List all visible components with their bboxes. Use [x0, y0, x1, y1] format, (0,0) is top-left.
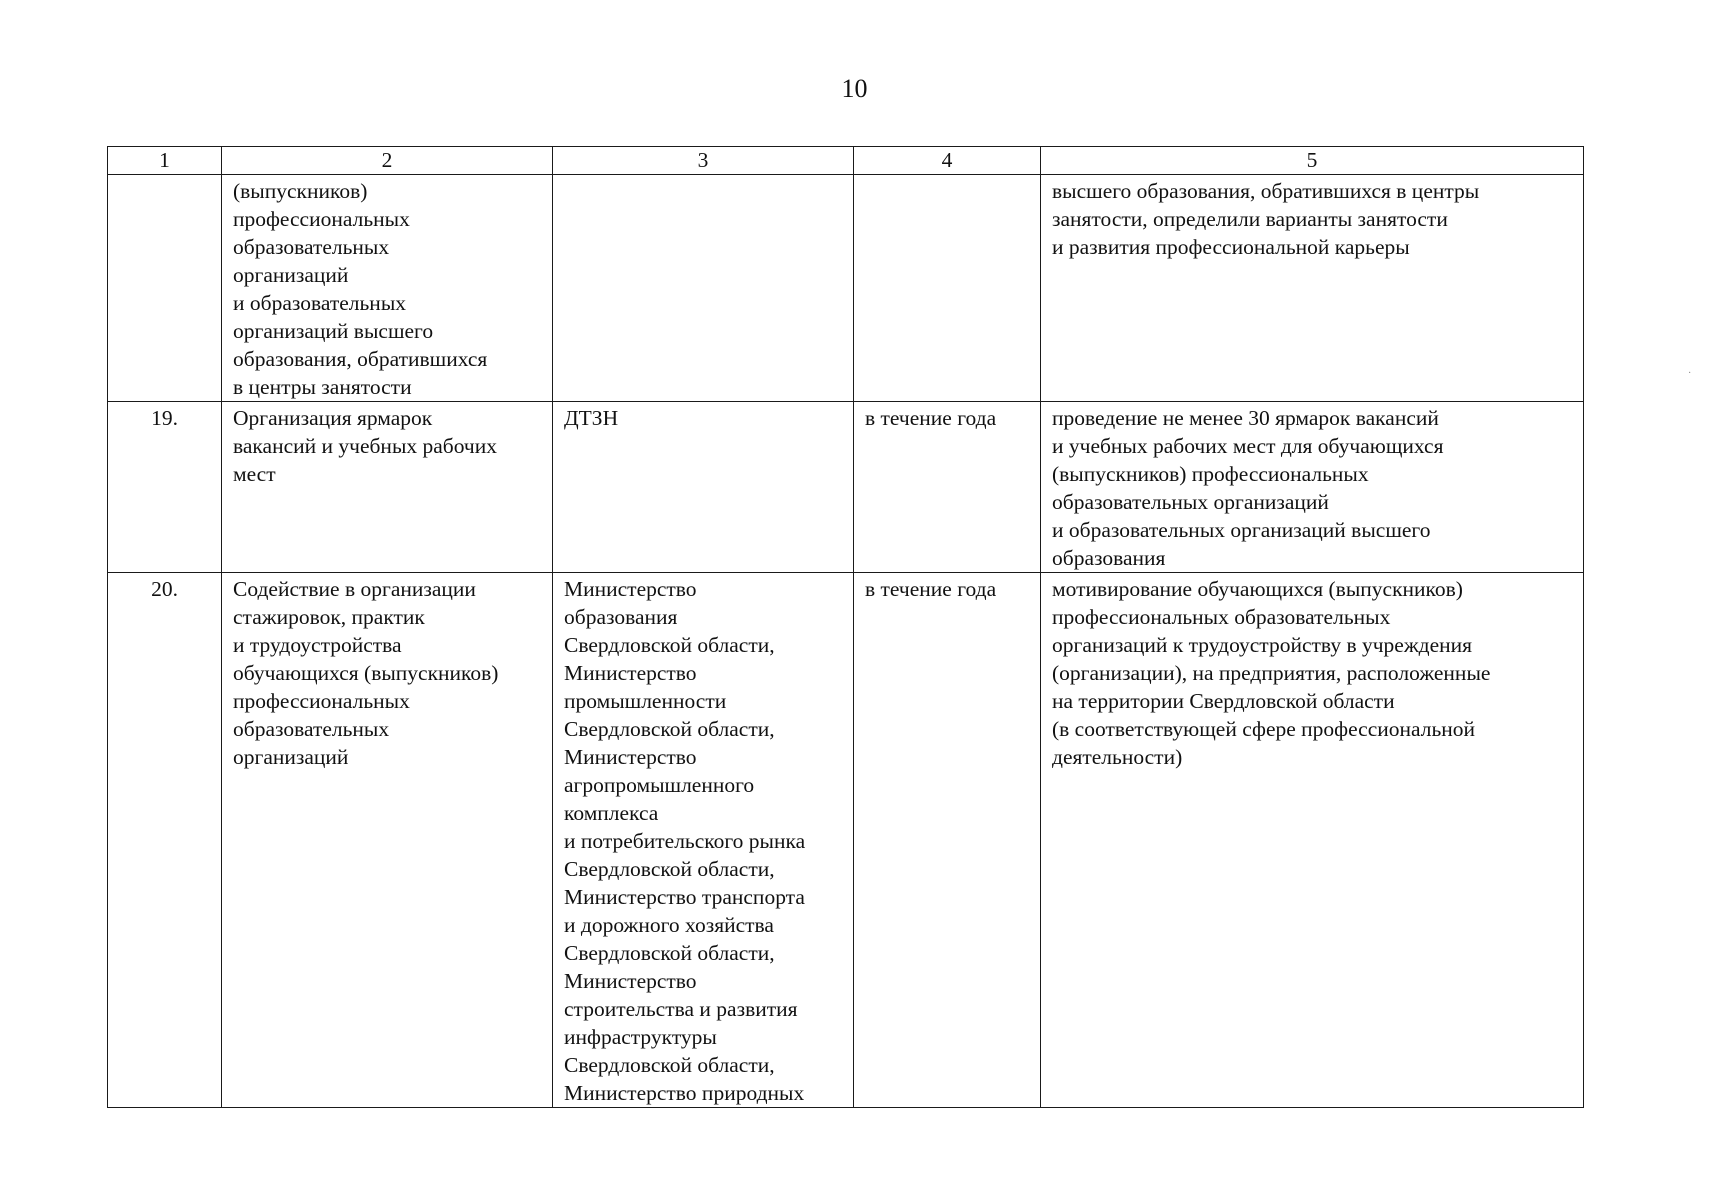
cell-line: организаций высшего [233, 319, 434, 343]
cell-line: проведение не менее 30 ярмарок вакансий [1052, 406, 1439, 430]
cell-line: обучающихся (выпускников) [233, 661, 499, 685]
cell-line: (организации), на предприятия, расположенные [1052, 661, 1491, 685]
cell-line: и трудоустройства [233, 633, 402, 657]
cell-line: Министерство транспорта [564, 885, 805, 909]
cell-line: Министерство природных [564, 1081, 805, 1105]
cell-line: организаций [233, 745, 349, 769]
cell-line: мест [233, 462, 276, 486]
cell-line: (выпускников) профессиональных [1052, 462, 1369, 486]
cell-line: строительства и развития [564, 997, 798, 1021]
cell-line: промышленности [564, 689, 727, 713]
cell-line: организаций [233, 263, 349, 287]
cell-line: и учебных рабочих мест для обучающихся [1052, 434, 1444, 458]
cell-line: образования, обратившихся [233, 347, 488, 371]
result-cell [1041, 402, 1584, 573]
cell-line: ДТЗН [564, 406, 619, 430]
column-number-row [108, 147, 1584, 175]
cell-line: высшего образования, обратившихся в центры [1052, 179, 1480, 203]
cell-line: Свердловской области, [564, 717, 775, 741]
cell-line: и образовательных организаций высшего [1052, 518, 1431, 542]
cell-line: и дорожного хозяйства [564, 913, 774, 937]
period-cell [854, 175, 1041, 402]
row-number-cell: 20. [108, 573, 222, 1108]
cell-line: деятельности) [1052, 745, 1183, 769]
cell-line: Организация ярмарок [233, 406, 433, 430]
cell-line: и развития профессиональной карьеры [1052, 235, 1410, 259]
executor-cell [553, 573, 854, 1108]
cell-line: образования [564, 605, 678, 629]
cell-line: вакансий и учебных рабочих [233, 434, 498, 458]
cell-line: и потребительского рынка [564, 829, 806, 853]
table-row-19 [108, 402, 1584, 573]
cell-line: образовательных организаций [1052, 490, 1329, 514]
event-cell [222, 573, 553, 1108]
row-number-cell [108, 175, 222, 402]
column-number-2: 2 [222, 147, 553, 175]
cell-line: мотивирование обучающихся (выпускников) [1052, 577, 1463, 601]
cell-line: Свердловской области, [564, 941, 775, 965]
executor-cell [553, 175, 854, 402]
event-cell [222, 402, 553, 573]
cell-line: (выпускников) [233, 179, 368, 203]
column-number-1: 1 [108, 147, 222, 175]
cell-line: Министерство [564, 745, 697, 769]
cell-line: в течение года [865, 406, 997, 430]
result-cell [1041, 573, 1584, 1108]
page-number: 10 [841, 74, 868, 103]
cell-line: Министерство [564, 661, 697, 685]
column-number-5: 5 [1041, 147, 1584, 175]
cell-line: профессиональных [233, 207, 410, 231]
result-cell [1041, 175, 1584, 402]
period-cell [854, 402, 1041, 573]
cell-line: Содействие в организации [233, 577, 476, 601]
cell-line: Свердловской области, [564, 633, 775, 657]
cell-line: на территории Свердловской области [1052, 689, 1395, 713]
cell-line: занятости, определили варианты занятости [1052, 207, 1448, 231]
cell-line: профессиональных образовательных [1052, 605, 1391, 629]
column-number-4: 4 [854, 147, 1041, 175]
cell-line: в центры занятости [233, 375, 412, 399]
column-number-3: 3 [553, 147, 854, 175]
plan-table [107, 146, 1584, 1108]
cell-line: агропромышленного [564, 773, 755, 797]
cell-line: образовательных [233, 717, 390, 741]
cell-line: организаций к трудоустройству в учреждения [1052, 633, 1473, 657]
cell-line: Министерство [564, 577, 697, 601]
cell-line: профессиональных [233, 689, 410, 713]
cell-line: комплекса [564, 801, 659, 825]
event-cell [222, 175, 553, 402]
cell-line: образовательных [233, 235, 390, 259]
cell-line: в течение года [865, 577, 997, 601]
cell-line: стажировок, практик [233, 605, 425, 629]
cell-line: инфраструктуры [564, 1025, 717, 1049]
cell-line: и образовательных [233, 291, 407, 315]
cell-line: образования [1052, 546, 1166, 570]
cell-line: Министерство [564, 969, 697, 993]
cell-line: (в соответствующей сфере профессиональной [1052, 717, 1476, 741]
scan-speck: · [1688, 368, 1692, 379]
table-row-20 [108, 573, 1584, 1108]
row-number-cell: 19. [108, 402, 222, 573]
cell-line: Свердловской области, [564, 857, 775, 881]
table-row-continued [108, 175, 1584, 402]
cell-line: Свердловской области, [564, 1053, 775, 1077]
executor-cell [553, 402, 854, 573]
period-cell [854, 573, 1041, 1108]
